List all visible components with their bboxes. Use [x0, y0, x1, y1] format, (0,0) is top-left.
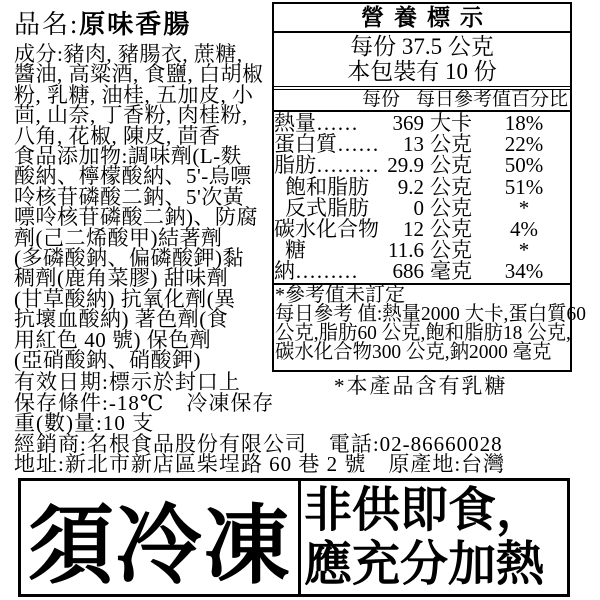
ingredients-line: 酸納、檸檬酸納、5'-烏嘌	[14, 164, 252, 189]
nutrient-name: 糖	[285, 238, 306, 263]
ingredients-line: 用紅色 40 號) 保色劑	[14, 327, 212, 352]
nutrient-amount: 369	[392, 111, 424, 135]
nutrient-row	[274, 240, 570, 261]
ingredients-line: 稠劑(鹿角菜膠) 甜味劑	[14, 266, 229, 291]
nutrient-row	[274, 195, 570, 220]
ingredients-line: (亞硝酸鈉、硝酸鉀)	[14, 348, 201, 373]
nutrient-unit: 大卡	[430, 111, 472, 135]
nutrient-name: 納………	[274, 259, 358, 284]
ingredients-line: 嘌呤核苷磷酸二鈉)、防腐	[14, 205, 258, 230]
info-line: 保存條件:-18℃ 冷凍保存	[14, 390, 275, 415]
frozen-warning: 須冷凍	[21, 481, 301, 594]
nutrient-unit: 公克	[430, 132, 472, 157]
info-line: 有效日期:標示於封口上	[14, 370, 241, 394]
ingredients-line: 抗壞血酸納) 著色劑(食	[14, 307, 229, 332]
info-line: 經銷商:名根食品股份有限公司 電話:02-86660028	[14, 431, 503, 456]
ingredients-line: 茴, 山奈, 丁香粉, 肉桂粉,	[14, 103, 248, 128]
nutrition-title: 營養標示	[274, 4, 570, 33]
nutrition-table	[272, 2, 586, 372]
nutrient-daily-value: 51%	[504, 174, 544, 199]
heating-warning	[301, 481, 567, 594]
nutrient-daily-value: 22%	[504, 132, 544, 157]
nutrient-daily-value: 34%	[504, 259, 544, 284]
nutrient-amount: 9.2	[397, 174, 424, 199]
product-name-value: 原味香腸	[79, 10, 192, 39]
nutrient-unit: 公克	[430, 174, 472, 199]
ingredients-line: (多磷酸鈉、偏磷酸鉀)黏	[14, 246, 244, 271]
nutrient-name: 脂肪………	[274, 153, 379, 178]
product-name-line	[14, 8, 272, 42]
nutrient-daily-value: 4%	[510, 217, 538, 242]
serving-line: 每份 37.5 公克	[350, 34, 494, 59]
nutrient-amount: 0	[413, 195, 424, 220]
nutrient-name: 飽和脂肪	[285, 174, 369, 199]
nutrient-row	[274, 113, 570, 134]
nutrient-amount: 11.6	[388, 238, 424, 263]
col-header-daily-value: 每日參考值百分比	[415, 89, 568, 110]
nutrient-name: 蛋白質……	[274, 132, 379, 157]
ingredients-line: 食品添加物:調味劑(L-麩	[14, 144, 243, 169]
nutrient-name: 碳水化合物	[274, 217, 379, 242]
serving-info	[274, 33, 570, 90]
ingredients-line: 粉, 乳糖, 油桂, 五加皮, 小	[14, 82, 254, 107]
warning-box	[18, 478, 570, 597]
ingredients-line: 成分:豬肉, 豬腸衣, 蔗糖,	[14, 42, 243, 66]
footnote-line: *參考值未訂定	[275, 283, 405, 306]
info-line: 重(數)量:10 支	[14, 411, 155, 436]
ingredients-block	[14, 44, 272, 371]
heating-warning-line1: 非供即食，	[304, 483, 545, 537]
nutrient-amount: 13	[403, 132, 424, 157]
nutrition-footnote	[274, 283, 586, 364]
footnote-line: 碳水化合物300 公克,鈉2000 毫克	[275, 341, 552, 364]
nutrient-row	[274, 134, 570, 155]
nutrition-rows	[274, 112, 570, 283]
info-line: 地址:新北市新店區柴埕路 60 巷 2 號 原產地:台灣	[14, 452, 506, 477]
nutrient-unit: 公克	[430, 153, 472, 178]
ingredients-line: 呤核苷磷酸二鈉、5'次黃	[14, 184, 245, 209]
footnote-line: 公克,脂肪60 公克,飽和脂肪18 公克,	[275, 321, 571, 344]
nutrient-name: 反式脂肪	[285, 195, 369, 220]
storage-distributor-info	[14, 372, 505, 475]
nutrient-row	[274, 219, 570, 240]
nutrient-unit: 公克	[430, 217, 472, 242]
nutrient-row	[274, 155, 570, 176]
left-column	[14, 8, 272, 371]
nutrient-name: 熱量……	[274, 111, 358, 135]
ingredients-line: 醬油, 高粱酒, 食鹽, 白胡椒	[14, 62, 264, 87]
nutrient-daily-value: 18%	[504, 111, 544, 135]
ingredients-line: 劑(己二烯酸甲)結著劑	[14, 225, 223, 250]
nutrient-amount: 686	[392, 259, 424, 284]
nutrient-row	[274, 174, 570, 199]
nutrient-unit: 毫克	[430, 259, 472, 284]
nutrition-column-headers	[274, 90, 570, 112]
nutrient-amount: 29.9	[387, 153, 424, 178]
nutrient-unit: 公克	[430, 238, 472, 263]
nutrient-amount: 12	[403, 217, 424, 242]
col-header-per-serving: 每份	[361, 89, 400, 110]
nutrient-daily-value: *	[518, 195, 530, 220]
product-name-label: 品名:	[14, 10, 80, 39]
heating-warning-line2: 應充分加熱	[304, 537, 545, 591]
nutrient-daily-value: 50%	[504, 153, 544, 178]
ingredients-line: 八角, 花椒, 陳皮, 茴香	[14, 123, 221, 148]
nutrient-daily-value: *	[518, 238, 530, 263]
lactose-note: *本產品含有乳糖	[334, 374, 508, 398]
nutrient-row	[274, 261, 570, 282]
ingredients-line: (甘草酸納) 抗氧化劑(異	[14, 286, 236, 311]
nutrient-unit: 公克	[430, 195, 472, 220]
footnote-line: 每日參考 值:熱量2000 大卡,蛋白質60	[275, 302, 586, 325]
serving-line: 本包裝有 10 份	[347, 59, 497, 84]
